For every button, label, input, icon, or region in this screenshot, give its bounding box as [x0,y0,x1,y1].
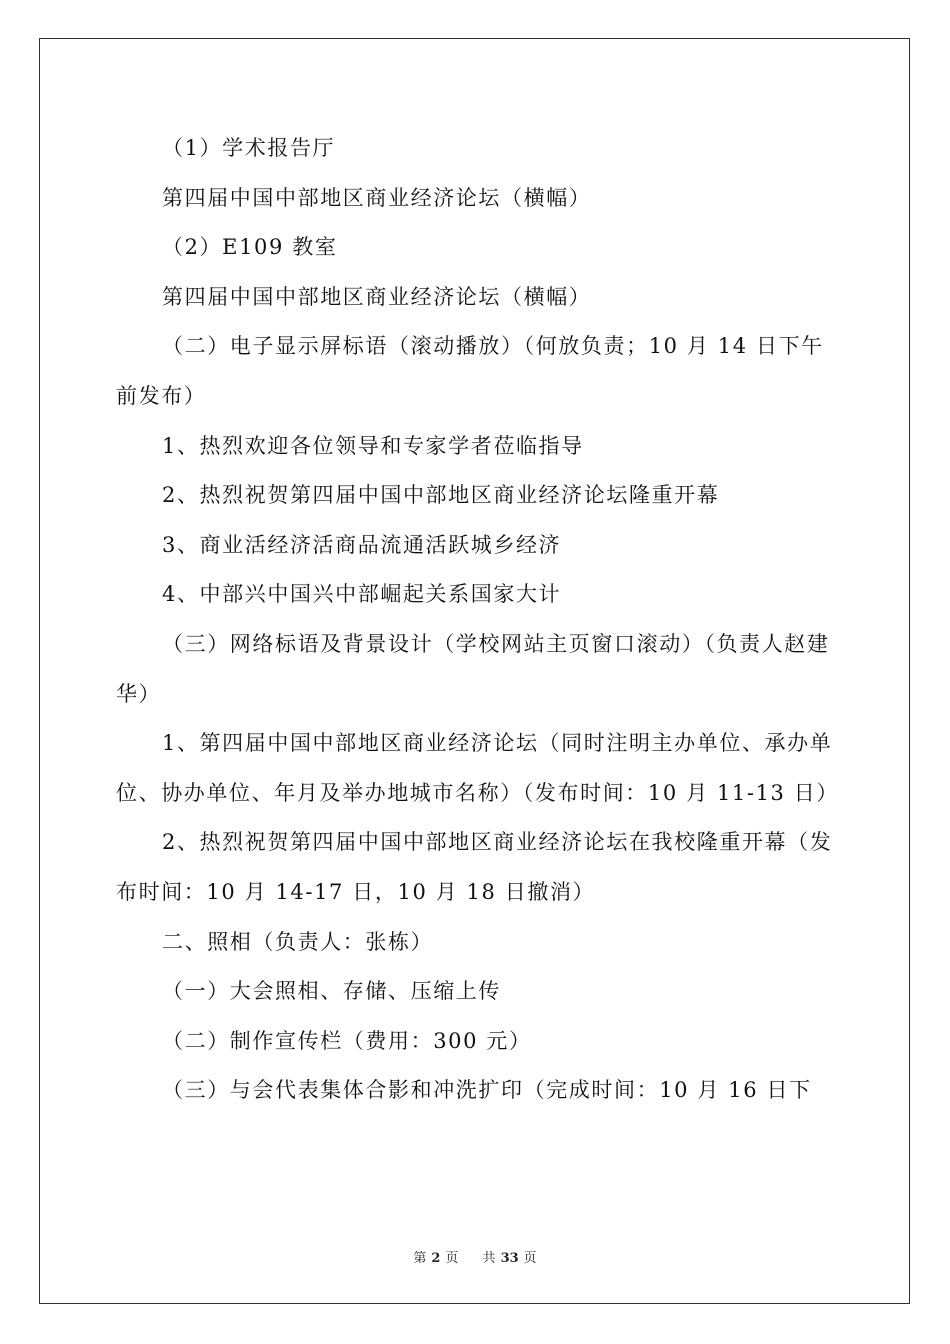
paragraph-screen-slogans: （二）电子显示屏标语（滚动播放）（何放负责；10 月 14 日下午前发布） [116,334,824,408]
total-prefix: 共 [482,1251,496,1266]
page-number: 2 [431,1251,441,1266]
paragraph-banner-2: 第四届中国中部地区商业经济论坛（横幅） [162,284,592,309]
paragraph-photo-section: 二、照相（负责人：张栋） [162,929,434,954]
total-pages: 33 [500,1251,519,1266]
page-footer [0,1247,950,1266]
paragraph-web-item-1: 1、第四届中国中部地区商业经济论坛（同时注明主办单位、承办单位、协办单位、年月及举办地城市名称）（发布时间：10 月 11-13 日） [116,731,839,805]
paragraph-slogan-1: 1、热烈欢迎各位领导和专家学者莅临指导 [162,433,584,458]
paragraph-slogan-2: 2、热烈祝贺第四届中国中部地区商业经济论坛隆重开幕 [162,483,720,508]
paragraph-slogan-3: 3、商业活经济活商品流通活跃城乡经济 [162,532,562,557]
paragraph-photo-item-3: （三）与会代表集体合影和冲洗扩印（完成时间：10 月 16 日下 [162,1078,812,1103]
paragraph-banner-1: 第四届中国中部地区商业经济论坛（横幅） [162,185,592,210]
total-suffix: 页 [523,1251,537,1266]
paragraph-venue-2: （2）E109 教室 [162,235,338,260]
paragraph-web-slogans: （三）网络标语及背景设计（学校网站主页窗口滚动）（负责人赵建华） [116,631,830,706]
total-indicator [478,1251,542,1266]
paragraph-web-item-2: 2、热烈祝贺第四届中国中部地区商业经济论坛在我校隆重开幕（发布时间：10 月 14-17 日，10 月 18 日撤消） [116,830,833,904]
page-prefix: 第 [413,1251,427,1266]
page-suffix: 页 [445,1251,459,1266]
paragraph-slogan-4: 4、中部兴中国兴中部崛起关系国家大计 [162,582,562,607]
document-body [116,124,839,1116]
page-indicator [408,1251,463,1266]
paragraph-photo-item-1: （一）大会照相、存储、压缩上传 [162,979,501,1004]
paragraph-venue-1: （1）学术报告厅 [162,136,336,160]
paragraph-photo-item-2: （二）制作宣传栏（费用：300 元） [162,1028,532,1053]
